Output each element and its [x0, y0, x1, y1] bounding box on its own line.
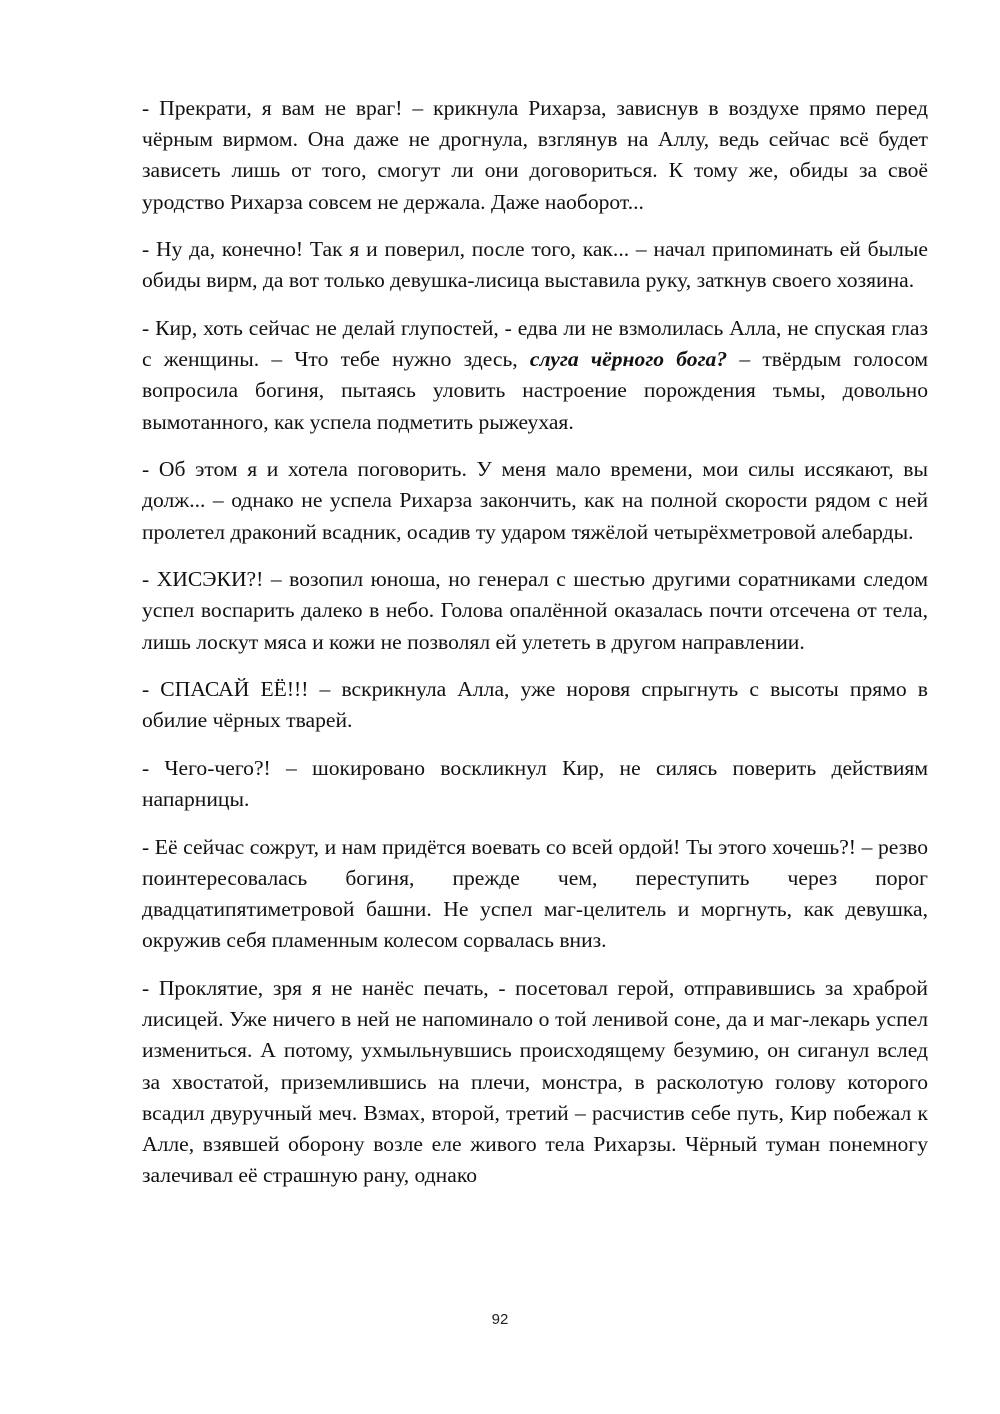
paragraph-text: – твёрдым голосом вопросила богиня, пытаясь уловить настроение порождения тьмы, довольно вымотанного, как успела подметить рыжеухая. — [142, 347, 928, 434]
paragraph: - Прекрати, я вам не враг! – крикнула Рихарза, зависнув в воздухе прямо перед чёрным вирмом. Она даже не дрогнула, взглянув на Аллу, ведь сейчас всё будет зависеть лишь от того, смогут ли они договориться. К тому же, обиды за своё уродство Рихарза совсем не держала. Даже наоборот... — [142, 96, 928, 214]
page-number: 92 — [491, 1311, 509, 1328]
paragraph: - ХИСЭКИ?! – возопил юноша, но генерал с шестью другими соратниками следом успел воспарить далеко в небо. Голова опалённой оказалась почти отсечена от тела, лишь лоскут мяса и кожи не позволял ей улететь в другом направлении. — [142, 567, 928, 654]
paragraph: - Ну да, конечно! Так я и поверил, после того, как... – начал припоминать ей былые обиды вирм, да вот только девушка-лисица выставила руку, заткнув своего хозяина. — [142, 237, 928, 293]
paragraph-text: - Кир, хоть сейчас не делай глупостей, - едва ли не взмолилась Алла, не спуская глаз с женщины. – Что тебе нужно здесь, — [142, 316, 928, 372]
paragraph: - Её сейчас сожрут, и нам придётся воевать со всей ордой! Ты этого хочешь?! – резво поинтересовалась богиня, прежде чем, переступить через порог двадцатипятиметровой башни. Не успел маг-целитель и моргнуть, как девушка, окружив себя пламенным колесом сорвалась вниз. — [142, 834, 928, 953]
paragraph: - СПАСАЙ ЕЁ!!! – вскрикнула Алла, уже норовя спрыгнуть с высоты прямо в обилие чёрных тварей. — [142, 677, 928, 733]
paragraph — [142, 313, 928, 438]
paragraph: - Об этом я и хотела поговорить. У меня мало времени, мои силы иссякают, вы долж... – однако не успела Рихарза закончить, как на полной скорости рядом с ней пролетел драконий всадник, осадив ту ударом тяжёлой четырёхметровой алебарды. — [142, 457, 928, 544]
emphasized-phrase: слуга чёрного бога? — [529, 347, 728, 372]
body-text — [142, 93, 928, 1208]
paragraph: - Чего-чего?! – шокировано воскликнул Кир, не силясь поверить действиям напарницы. — [142, 756, 928, 812]
paragraph: - Проклятие, зря я не нанёс печать, - посетовал герой, отправившись за храброй лисицей. Уже ничего в ней не напоминало о той ленивой соне, да и маг-лекарь успел измениться. А потому, ухмыльнувшись происходящему безумию, он сиганул вслед за хвостатой, приземлившись на плечи, монстра, в расколотую голову которого всадил двуручный меч. Взмах, второй, третий – расчистив себе путь, Кир побежал к Алле, взявшей оборону возле еле живого тела Рихарзы. Чёрный туман понемногу залечивал её страшную рану, однако — [142, 976, 928, 1188]
